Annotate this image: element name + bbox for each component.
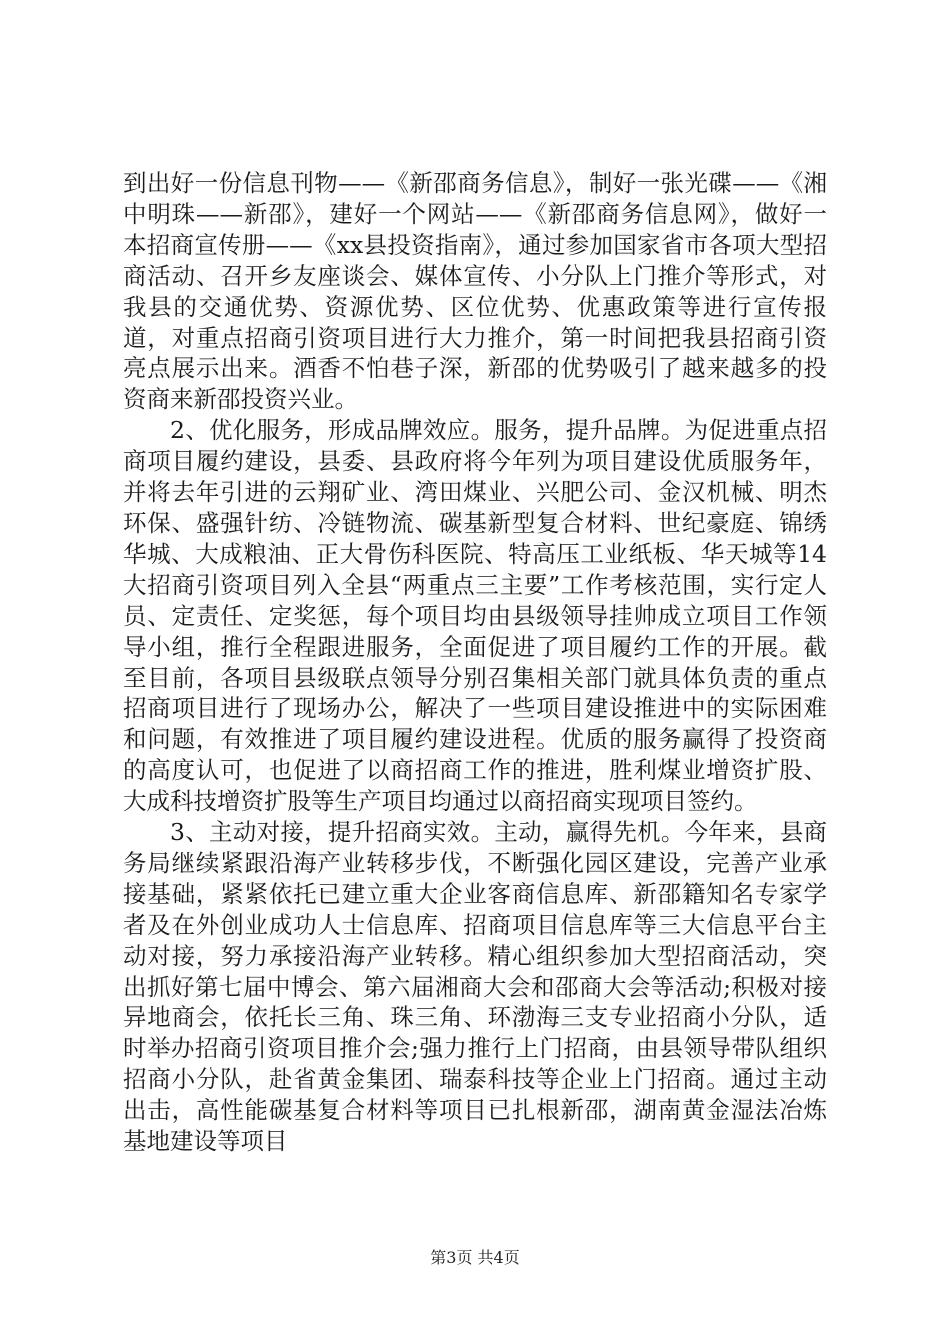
body-text	[123, 168, 827, 1157]
page-number-footer: 第3页 共4页	[430, 1248, 520, 1267]
paragraph-optimize-service: 2、优化服务，形成品牌效应。服务，提升品牌。为促进重点招商项目履约建设，县委、县政府将今年列为项目建设优质服务年，并将去年引进的云翔矿业、湾田煤业、兴肥公司、金汉机械、明杰环保、盛强针纺、冷链物流、碳基新型复合材料、世纪豪庭、锦绣华城、大成粮油、正大骨伤科医院、特高压工业纸板、华天城等14大招商引资项目列入全县“两重点三主要”工作考核范围，实行定人员、定责任、定奖惩，每个项目均由县级领导挂帅成立项目工作领导小组，推行全程跟进服务，全面促进了项目履约工作的开展。截至目前，各项目县级联点领导分别召集相关部门就具体负责的重点招商项目进行了现场办公，解决了一些项目建设推进中的实际困难和问题，有效推进了项目履约建设进程。优质的服务赢得了投资商的高度认可，也促进了以商招商工作的推进，胜利煤业增资扩股、大成科技增资扩股等生产项目均通过以商招商实现项目签约。	[123, 416, 827, 816]
paragraph-active-docking: 3、主动对接，提升招商实效。主动，赢得先机。今年来，县商务局继续紧跟沿海产业转移步伐，不断强化园区建设，完善产业承接基础，紧紧依托已建立重大企业客商信息库、新邵籍知名专家学者及在外创业成功人士信息库、招商项目信息库等三大信息平台主动对接，努力承接沿海产业转移。精心组织参加大型招商活动，突出抓好第七届中博会、第六届湘商大会和邵商大会等活动;积极对接异地商会，依托长三角、珠三角、环渤海三支专业招商小分队，适时举办招商引资项目推介会;强力推行上门招商，由县领导带队组织招商小分队，赴省黄金集团、瑞泰科技等企业上门招商。通过主动出击，高性能碳基复合材料等项目已扎根新邵，湖南黄金湿法冶炼基地建设等项目	[123, 818, 827, 1156]
paragraph-continued: 到出好一份信息刊物——《新邵商务信息》，制好一张光碟——《湘中明珠——新邵》，建好一个网站——《新邵商务信息网》，做好一本招商宣传册——《xx县投资指南》，通过参加国家省市各项大型招商活动、召开乡友座谈会、媒体宣传、小分队上门推介等形式，对我县的交通优势、资源优势、区位优势、优惠政策等进行宣传报道，对重点招商引资项目进行大力推介，第一时间把我县招商引资亮点展示出来。酒香不怕巷子深，新邵的优势吸引了越来越多的投资商来新邵投资兴业。	[123, 169, 827, 414]
